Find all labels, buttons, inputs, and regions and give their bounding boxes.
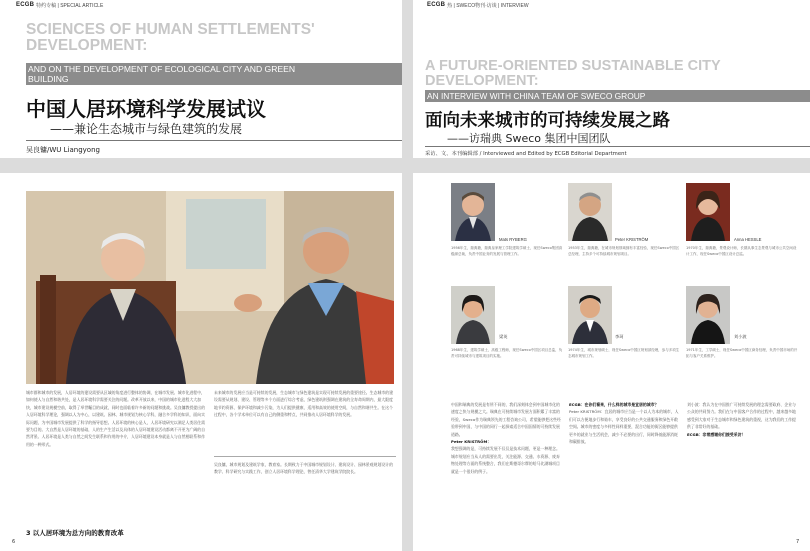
english-title-line2: DEVELOPMENT: <box>26 37 148 55</box>
interview-col3-text: 刘小波：我认为在中国推广可持续发展的理念需要政府、企业与公众的共同努力。我们在与中国客户合作的过程中，越来越多地感受到大家对于生态城市和绿色建筑的重视，这为我们的工作提供了非常好的基础。 <box>687 402 796 430</box>
interview-col1-answer: 我想强调的是，可持续发展不仅仅是技术问题，更是一种理念。城市规划应当从人的需要出发，关注能源、交通、水资源、废弃物处理等方面的系统整合，我们在斯德哥尔摩的哈马比湖城项目就是一个很好的例子。 <box>451 446 560 474</box>
body-text-col1: 城市群和城市的发展，人居环境的建设需要从区域的角度进行整体的协调，在城市发展、城市化进程中，如何使人与自然和谐共处，是人居环境科学需要关注的问题。改革开放以来，中国的城市化进程大大加快，城市建设规模空前，取得了举世瞩目的成就，同时也面临着许多新的问题和挑战。吴良镛教授提出的人居环境科学理论，强调以人为中心，以建筑、园林、城市规划为核心学科，融合多学科的知识，面向实际问题，为中国城市发展提供了科学的指导思想。人居环境的核心是人，人居环境研究以满足人类居住需要为目的。大自然是人居环境的基础，人的生产生活以及具体的人居环境建设活动都离不开更为广阔的自然背景。人居环境是人类与自然之间发生联系和作用的中介，人居环境建设本身就是人与自然相联系和作用的一种形式。 <box>26 390 205 447</box>
author: 吴良镛/WU Liangyong <box>26 146 100 154</box>
person-bio-5: 1974年生，城市规划硕士，现任Sweco中国区规划部经理，参与多项生态城市规划工作。 <box>568 348 680 358</box>
portrait-6 <box>686 286 730 344</box>
person-name-3: Anna HESSLE <box>734 237 762 242</box>
section-label-right: 热 | SWECO物刊·访谈 | INTERVIEW <box>447 2 529 9</box>
english-title <box>26 22 315 55</box>
section-header <box>0 0 402 10</box>
speaker-label: Peter KRISTRÖM： <box>451 439 492 445</box>
right-top-page <box>413 0 810 158</box>
english-subtitle-line1: AND ON THE DEVELOPMENT OF ECOLOGICAL CITY AND GREEN <box>28 64 296 74</box>
section-heading: 3 以人居环境为总方向的教育改革 <box>26 529 124 537</box>
portrait-1 <box>451 183 495 241</box>
english-subtitle-right: AN INTERVIEW WITH CHINA TEAM OF SWECO GROUP <box>427 91 646 101</box>
left-bottom-page <box>0 173 402 551</box>
magazine-logo: ECGB <box>16 2 35 8</box>
bio-divider <box>214 456 396 457</box>
author-bio: 吴良镛，城市规划及建筑学家，教育家。长期致力于中国城市规划设计、建筑设计、园林景观规划设计的教学、科学研究与实践工作，创立人居环境科学理论，曾任清华大学建筑学院院长。 <box>214 462 393 475</box>
section-header-right <box>413 0 810 10</box>
chinese-subtitle-right: ——访瑞典 Sweco 集团中国团队 <box>447 132 611 145</box>
page-number-right: 7 <box>796 539 800 545</box>
english-title-right <box>425 59 721 89</box>
english-title-right-line1: A FUTURE-ORIENTED SUSTAINABLE CITY <box>425 58 721 74</box>
left-top-page <box>0 0 402 158</box>
person-bio-4: 1968年生，建筑学硕士，高级工程师，现任Sweco中国区项目总监，负责可持续城市与建筑项目的实施。 <box>451 348 563 358</box>
interview-col1 <box>451 401 563 541</box>
body-text-col2: 未来城市的发展应当是可持续的发展，生态城市与绿色建筑是实现可持续发展的重要途径。生态城市的建设需要从规划、建设、管理等多个方面进行综合考虑，绿色建筑则强调在建筑的全寿命周期内，最大限度地节约资源、保护环境和减少污染，为人们提供健康、适用和高效的使用空间，与自然和谐共生。在这个过程中，各个学术单位可以有自己的侧重和特点，共同推动人居环境科学的发展。 <box>214 390 393 418</box>
chinese-title: 中国人居环境科学发展试议 <box>26 97 266 121</box>
section-label: 特约专稿 | SPECIAL ARTICLE <box>36 2 104 9</box>
right-bottom-page <box>413 173 810 551</box>
interview-col1-text: 中国和瑞典的发展是有所不同的，我们深刻体会到中国城市化的速度之快与规模之大。瑞典在可持续城市发展方面积累了丰富的经验，Sweco作为瑞典领先的工程咨询公司，希望能够把这些经验带到中国，与中国的同行一起探索适合中国国情的可持续发展道路。 <box>451 402 561 437</box>
title-divider <box>26 140 402 141</box>
portrait-3 <box>686 183 730 241</box>
english-title-line1: SCIENCES OF HUMAN SETTLEMENTS' <box>26 21 315 38</box>
english-subtitle-band <box>26 63 402 85</box>
closing-thanks: ECGB：非常感谢你们接受采访！ <box>687 431 746 437</box>
english-subtitle-line2: BUILDING <box>28 74 69 84</box>
person-name-1: Mats RYBERG <box>499 237 527 242</box>
interview-photo <box>26 191 394 384</box>
chinese-subtitle: ——兼论生态城市与绿色建筑的发展 <box>50 122 243 136</box>
english-subtitle-band-right <box>425 90 810 102</box>
person-name-6: 刘小波 <box>734 334 747 339</box>
portrait-2 <box>568 183 612 241</box>
credits: 采访、文、本刊编辑部 / Interviewed and Edited by ECGB Editorial Department <box>425 151 627 157</box>
chinese-title-right: 面向未来城市的可持续发展之路 <box>425 111 670 131</box>
portrait-5 <box>568 286 612 344</box>
person-name-5: 李珂 <box>615 334 624 339</box>
interview-col2 <box>569 401 681 541</box>
page-number-left: 6 <box>12 539 16 545</box>
portrait-4 <box>451 286 495 344</box>
person-bio-1: 1956年生，瑞典籍，瑞典皇家理工学院建筑学硕士，现任Sweco集团高级副总裁，负责中国业务的发展与管理工作。 <box>451 246 563 256</box>
interview-photo-scene <box>26 191 394 384</box>
person-bio-6: 1971年生，工学硕士，现任Sweco中国区商务经理，负责中国市场的开拓与客户关系维护。 <box>686 348 798 358</box>
interview-col2-text: Peter KRISTRÖM：宜居的城市应当是一个以人为本的城市，人们可以方便地步行和骑车，享受良好的公共交通服务和绿色开敞空间。城市的密度与多样性同样重要，混合功能的街区能够提供更多的就业与生活机会，减少不必要的出行，同时降低能源消耗和碳排放。 <box>569 409 679 445</box>
title-divider-right <box>425 146 810 147</box>
english-title-right-line2: DEVELOPMENT: <box>425 73 539 90</box>
person-bio-3: 1970年生，瑞典籍，景观设计师，长期从事生态景观与城市公共空间设计工作，现任Sweco中国区设计总监。 <box>686 246 797 256</box>
interview-col3 <box>687 401 799 541</box>
magazine-logo-right: ECGB <box>427 2 446 8</box>
person-name-2: Peter KRISTRÖM <box>615 237 649 242</box>
person-name-4: 梁英 <box>499 334 508 339</box>
question-livable-city: ECGB：在你们看来，什么样的城市是宜居的城市？ <box>569 402 659 407</box>
person-bio-2: 1953年生，瑞典籍，在城市规划领域拥有丰富经验，现任Sweco中国区总经理，主持多个可持续城市规划项目。 <box>568 246 680 256</box>
